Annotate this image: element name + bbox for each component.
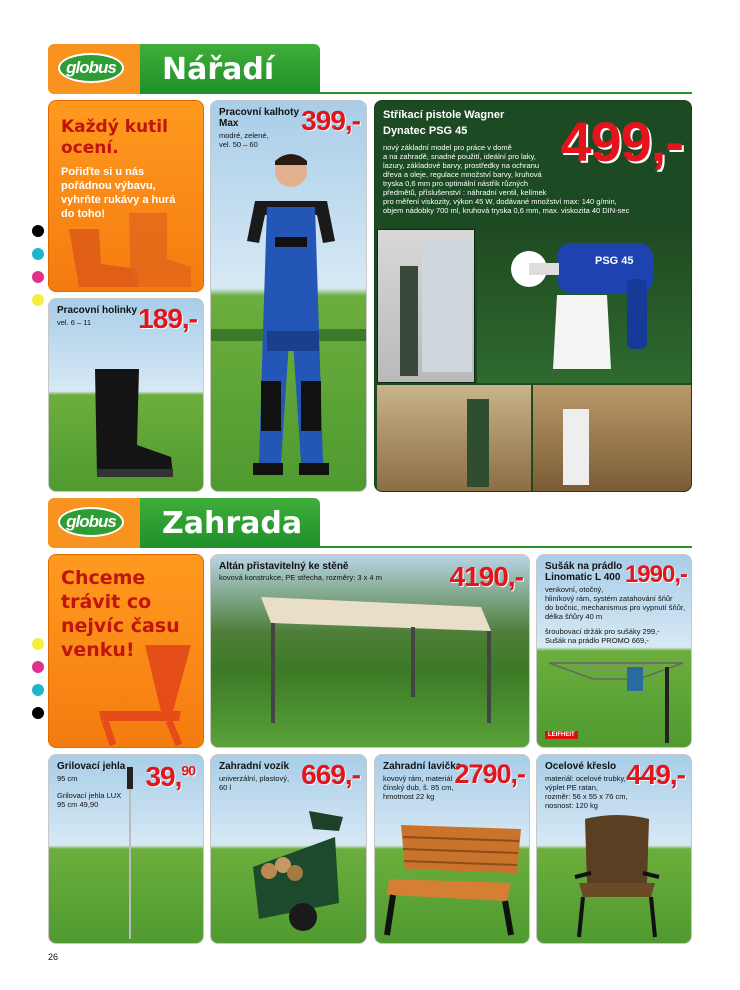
promo-garden-headline-3: nejvíc času <box>61 615 180 637</box>
product-desc-4: nosnost: 120 kg <box>545 801 598 810</box>
promo-garden-card <box>48 554 204 748</box>
print-mark-dot <box>32 661 44 673</box>
product-extra-2: Sušák na prádlo PROMO 669,- <box>545 636 649 645</box>
product-desc-3: rozměr: 56 x 55 x 76 cm, <box>545 792 628 801</box>
print-mark-dot <box>32 225 44 237</box>
product-price: 499,- <box>560 110 683 173</box>
product-desc-2: 60 l <box>219 783 232 792</box>
product-title-1: Sušák na prádlo <box>545 561 623 572</box>
product-title: Pracovní holinky <box>57 305 138 316</box>
divider-line <box>320 92 692 94</box>
product-desc-1: modré, zelené, <box>219 131 269 140</box>
product-desc-1: nový základní model pro práce v domě <box>383 143 512 152</box>
skewer-icon <box>125 767 135 943</box>
product-title-1: Stříkací pistole Wagner <box>383 109 505 121</box>
print-mark-dot <box>32 248 44 260</box>
product-price: 189,- <box>138 303 197 334</box>
promo-tools-headline-2: ocení. <box>61 138 119 158</box>
promo-tools-body-1: Pořiďte si u nás <box>61 166 145 178</box>
garden-cart-icon <box>239 807 349 937</box>
section-title-tools: Nářadí <box>140 44 320 94</box>
rattan-chair-icon <box>569 813 665 941</box>
photo-sprayer-device <box>477 229 691 383</box>
product-extra-2: 95 cm 49,90 <box>57 800 99 809</box>
garden-bench-icon <box>381 819 527 939</box>
price-cents: 90 <box>181 762 195 779</box>
product-desc-2: hliníkový rám, systém zatahování šňůr <box>545 594 673 603</box>
product-card-boots[interactable] <box>48 298 204 492</box>
photo-man-spraying-fence <box>377 385 531 491</box>
product-desc-2: čínský dub, š. 85 cm, <box>383 783 454 792</box>
product-price: 399,- <box>301 105 360 136</box>
print-mark-dot <box>32 684 44 696</box>
product-desc-3: lazury, základové barvy, prostředky na ochranu <box>383 161 540 170</box>
product-extra-1: Grilovací jehla LUX <box>57 791 122 800</box>
section-header-garden-logo-box <box>48 498 140 548</box>
product-desc-1: venkovní, otočný, <box>545 585 604 594</box>
promo-tools-card <box>48 100 204 292</box>
product-card-cart[interactable] <box>210 754 367 944</box>
product-desc-2: vel. 50 – 60 <box>219 140 258 149</box>
sprayer-device-label: PSG 45 <box>595 255 634 267</box>
product-title: Altán přistavitelný ke stěně <box>219 561 349 572</box>
promo-tools-headline-1: Každý kutil <box>61 117 168 137</box>
print-mark-dot <box>32 271 44 283</box>
gazebo-icon <box>241 587 511 727</box>
product-card-skewer[interactable] <box>48 754 204 944</box>
spray-gun-icon <box>507 239 667 379</box>
print-mark-dot <box>32 638 44 650</box>
product-desc-5: tryska 0,6 mm pro optimální nástřik různých <box>383 179 529 188</box>
product-desc: 95 cm <box>57 774 78 783</box>
price-main: 39, <box>145 761 182 792</box>
product-title-2: Dynatec PSG 45 <box>383 125 468 137</box>
product-title: Zahradní vozík <box>219 761 290 772</box>
product-desc-1: kovový rám, materiál <box>383 774 453 783</box>
print-mark-dot <box>32 294 44 306</box>
product-extra-1: šroubovací držák pro sušáky 299,- <box>545 627 660 636</box>
product-desc-3: do bočnic, mechanismus pro vypnutí šňůr, <box>545 603 686 612</box>
product-title-1: Pracovní kalhoty <box>219 107 300 118</box>
promo-tools-body-3: vyhrňte rukávy a hurá <box>61 194 176 206</box>
product-desc-3: hmotnost 22 kg <box>383 792 435 801</box>
product-desc-4: délka šňůry 40 m <box>545 612 603 621</box>
product-title-2: Max <box>219 118 239 129</box>
photo-man-spraying-garage <box>377 229 475 383</box>
rubber-boot-icon <box>87 365 177 481</box>
product-card-chair[interactable] <box>536 754 692 944</box>
product-desc-4: dřeva a oleje, regulace množství barvy, kruhová <box>383 170 542 179</box>
product-title: Grilovací jehla <box>57 761 126 772</box>
product-desc: kovová konstrukce, PE střecha, rozměry: 3 x 4 m <box>219 573 382 582</box>
product-card-overalls[interactable] <box>210 100 367 492</box>
worker-overalls-figure <box>231 151 351 487</box>
product-price: 4190,- <box>449 561 523 592</box>
product-price <box>145 761 195 793</box>
print-mark-dot <box>32 707 44 719</box>
section-title-garden: Zahrada <box>140 498 320 548</box>
globus-logo: globus <box>58 53 124 83</box>
product-desc-7: pro měření viskozity, výkon 45 W, dodávané množství max: 140 g/min, <box>383 197 617 206</box>
product-price: 449,- <box>626 759 685 790</box>
divider-line <box>320 546 692 548</box>
promo-garden-headline-2: trávit co <box>61 591 152 613</box>
promo-garden-headline-1: Chceme <box>61 567 146 589</box>
product-price: 1990,- <box>624 561 687 588</box>
section-header-tools-logo-box <box>48 44 140 94</box>
product-card-bench[interactable] <box>374 754 530 944</box>
product-desc: vel. 6 – 11 <box>57 318 92 327</box>
globus-logo: globus <box>58 507 124 537</box>
photo-woman-spraying-fence <box>533 385 691 491</box>
product-card-gazebo[interactable] <box>210 554 530 748</box>
product-card-dryer[interactable] <box>536 554 692 748</box>
garden-chair-decoration-icon <box>95 641 195 747</box>
promo-tools-body-2: pořádnou výbavu, <box>61 180 156 192</box>
leifheit-brand-logo: LEIFHEIT <box>545 731 578 739</box>
product-title: Zahradní lavička <box>383 761 462 772</box>
product-desc-1: univerzální, plastový, <box>219 774 290 783</box>
page-number: 26 <box>48 952 59 962</box>
promo-tools-body-4: do toho! <box>61 208 105 220</box>
product-title-2: Linomatic L 400 <box>545 572 621 583</box>
product-desc-1: materiál: ocelové trubky, <box>545 774 626 783</box>
product-desc-8: objem nádobky 700 ml, kruhová tryska 0,6 mm, max. viskozita 40 DIN-sec <box>383 206 630 215</box>
boots-decoration-icon <box>59 209 199 292</box>
product-desc-2: a na zahradě, snadné použití, ideální pro laky, <box>383 152 536 161</box>
product-desc-6: předmětů, příslušenství : náhradní ventil, kelímek <box>383 188 547 197</box>
product-price: 669,- <box>301 759 360 790</box>
product-price: 2790,- <box>454 759 525 789</box>
product-title: Ocelové křeslo <box>545 761 617 772</box>
product-desc-2: výplet PE ratan, <box>545 783 598 792</box>
product-card-sprayer[interactable] <box>374 100 692 492</box>
promo-garden-headline-4: venku! <box>61 639 135 661</box>
